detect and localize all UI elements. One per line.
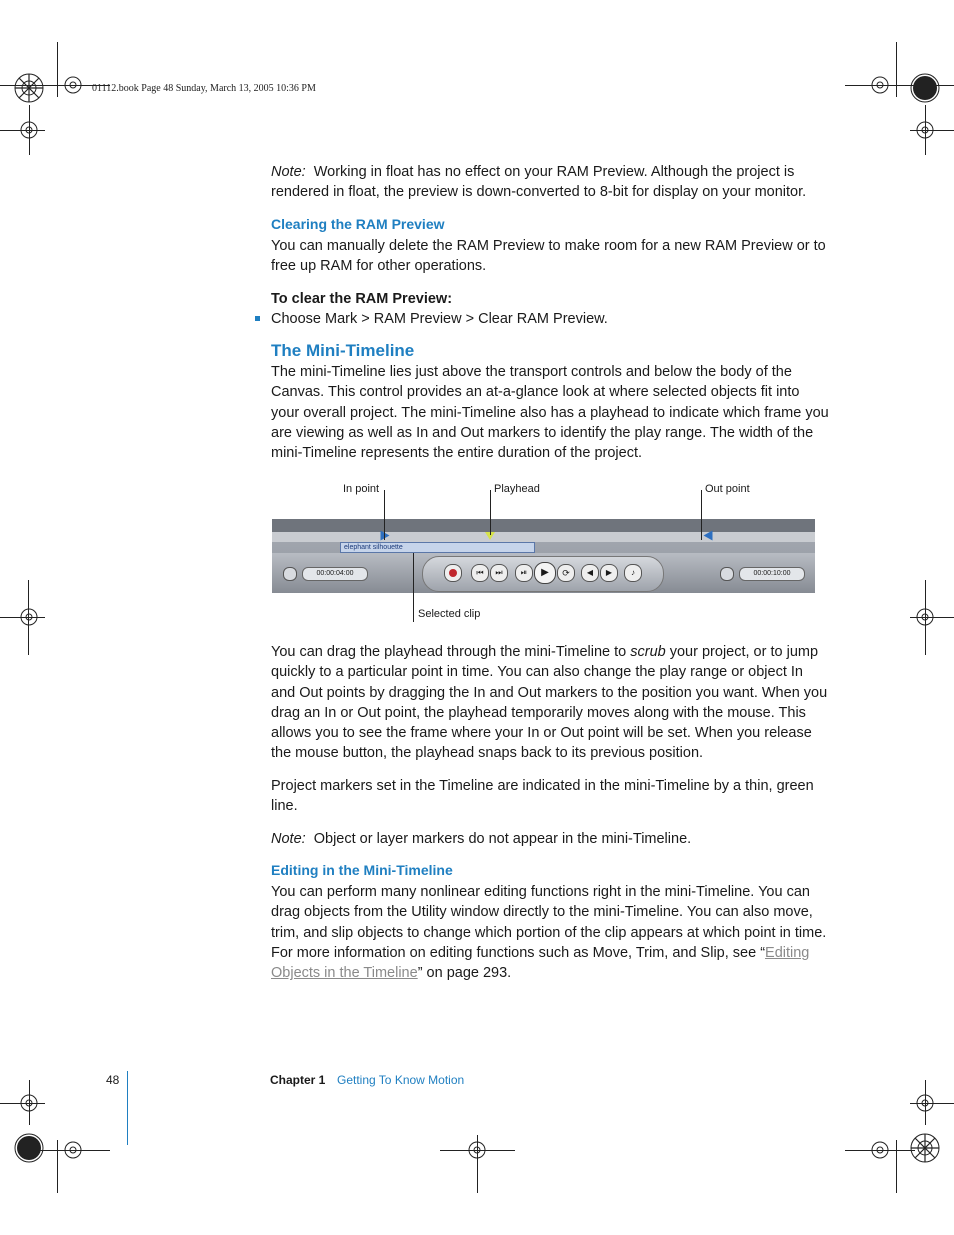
print-stamp: 01112.book Page 48 Sunday, March 13, 2005 10:36 PM [92,83,316,94]
go-to-end-icon[interactable]: ⏭ [490,564,508,582]
loop-icon[interactable]: ⟳ [557,564,575,582]
mini-timeline-panel [272,519,815,593]
label-selected-clip: Selected clip [418,608,481,620]
label-playhead: Playhead [494,483,540,495]
ruler-strip [272,532,815,542]
task-heading: To clear the RAM Preview: [271,291,453,307]
markers-paragraph: Project markers set in the Timeline are indicated in the mini-Timeline by a thin, green line. [271,778,814,815]
scrub-text-after: your project, or to jump quickly to a particular point in time. You can also change the play range or object In and Out points by dragging the In and Out markers to the position you want. When you drag an In or Out point, the playhead temporarily moves along with the mouse. This allows you to see the frame where your In or Out point will be set. When you release the mouse button, the playhead snaps back to its previous position. [271,644,828,762]
section-heading-mini-timeline: The Mini-Timeline [271,341,415,360]
callout-line-playhead [490,490,491,535]
mini-timeline-body: The mini-Timeline lies just above the transport controls and below the body of the Canvas. This control provides an at-a-glance look at where selected objects fit into your overall project. The mini-Timeline also has a playhead to indicate which frame you are viewing as well as In and Out markers to identify the play range. The width of the mini-Timeline represents the entire duration of the project. [271,364,829,462]
scrub-text-before: You can drag the playhead through the mini-Timeline to [271,644,631,660]
chapter-title: Getting To Know Motion [337,1073,465,1087]
in-point-marker[interactable] [381,531,390,541]
chapter-label: Chapter 1 [270,1073,326,1087]
note-label: Note: [271,831,306,847]
callout-line-out [701,490,702,540]
record-button[interactable] [444,564,462,582]
scrub-emphasis: scrub [630,644,666,660]
previous-frame-icon[interactable]: ◀ [581,564,599,582]
section-heading-editing: Editing in the Mini-Timeline [271,862,453,878]
editing-body [271,882,831,983]
play-icon[interactable]: ▶ [534,562,556,584]
page-number: 48 [106,1073,120,1087]
section-heading-clearing: Clearing the RAM Preview [271,216,445,232]
out-point-marker[interactable] [704,531,713,541]
next-frame-icon[interactable]: ▶ [600,564,618,582]
selected-clip-bar[interactable] [340,542,535,553]
note-label: Note: [271,164,306,180]
play-from-start-icon[interactable]: ⏯ [515,564,533,582]
clock-icon [283,567,297,581]
bullet-icon [255,316,260,321]
timeline-track[interactable] [272,519,815,532]
callout-line-in [384,490,385,540]
note-text: Object or layer markers do not appear in the mini-Timeline. [313,831,692,847]
footer-rule [127,1071,128,1145]
label-out-point: Out point [705,483,750,495]
current-time-display[interactable]: 00:00:04:00 [302,567,368,581]
go-to-start-icon[interactable]: ⏮ [471,564,489,582]
note-paragraph [271,162,831,203]
editing-text-before: You can perform many nonlinear editing functions right in the mini-Timeline. You can drag objects from the Utility window directly to the mini-Timeline. You can also move, trim, and slip objects to change which portion of the clip appears at which point in time. For more information on editing functions such as Move, Trim, and Slip, see “ [271,884,827,961]
duration-display[interactable]: 00:00:10:00 [739,567,805,581]
audio-icon[interactable]: ♪ [624,564,642,582]
label-in-point: In point [343,483,380,495]
clearing-body: You can manually delete the RAM Preview to make room for a new RAM Preview or to free up RAM for other operations. [271,238,826,275]
duration-icon [720,567,734,581]
callout-line-clip [413,553,414,622]
task-step: Choose Mark > RAM Preview > Clear RAM Preview. [271,311,608,327]
note-text: Working in float has no effect on your RAM Preview. Although the project is rendered in float, the preview is down-converted to 8-bit for display on your monitor. [271,164,807,201]
note-paragraph-2 [271,829,831,849]
clip-name: elephant silhouette [344,544,403,551]
cross-reference-link[interactable]: Editing Objects in the Timeline [271,944,810,982]
scrub-paragraph [271,642,831,764]
editing-text-after: ” on page 293. [417,965,512,982]
